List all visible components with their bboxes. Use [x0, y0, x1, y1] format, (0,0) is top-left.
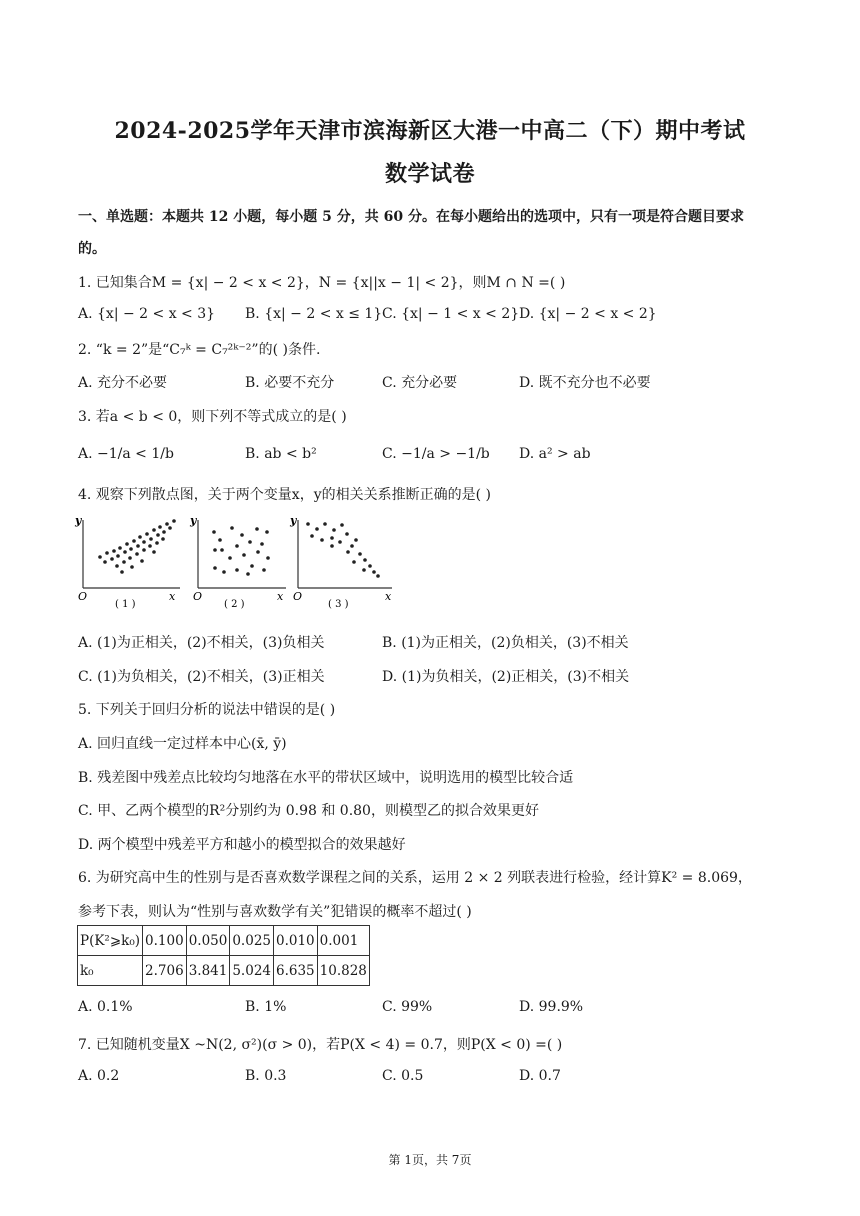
plot2-y-label: y — [190, 514, 197, 527]
q1-option-d: D. {x| − 2 < x < 2} — [519, 306, 657, 322]
q7-option-a: A. 0.2 — [78, 1068, 120, 1084]
q7-option-c: C. 0.5 — [382, 1068, 424, 1084]
q6-option-c: C. 99% — [382, 999, 433, 1015]
q1-option-b: B. {x| − 2 < x ≤ 1} — [245, 306, 383, 322]
plot3-x-label: x — [385, 590, 392, 603]
q5-option-a: A. 回归直线一定过样本中心(x̄, ȳ) — [78, 736, 287, 752]
table-cell: 0.050 — [186, 926, 230, 956]
scatter-plot-1 — [74, 514, 180, 610]
plot1-y-label: y — [75, 514, 82, 527]
table-cell: 0.100 — [143, 926, 187, 956]
scatter-plot-3 — [289, 514, 392, 610]
plot2-origin-label: O — [193, 590, 203, 603]
plot2-x-label: x — [277, 590, 284, 603]
q6-option-a: A. 0.1% — [78, 999, 133, 1015]
exam-subtitle: 数学试卷 — [384, 161, 475, 187]
q5-option-d: D. 两个模型中残差平方和越小的模型拟合的效果越好 — [78, 837, 406, 853]
q4-option-c: C. (1)为负相关，(2)不相关，(3)正相关 — [78, 669, 325, 685]
scatter-plot-2 — [189, 514, 286, 610]
q7-option-b: B. 0.3 — [245, 1068, 287, 1084]
plot1-origin-label: O — [78, 590, 88, 603]
q1-stem: 1. 已知集合M = {x| − 2 < x < 2}，N = {x||x − 1| < 2}，则M ∩ N =( ) — [78, 275, 566, 291]
q6-option-d: D. 99.9% — [519, 999, 584, 1015]
q7-option-d: D. 0.7 — [519, 1068, 561, 1084]
q6-stem-line1: 6. 为研究高中生的性别与是否喜欢数学课程之间的关系，运用 2 × 2 列联表进行检验，经计算K² = 8.069， — [78, 870, 752, 886]
q4-stem: 4. 观察下列散点图，关于两个变量x，y的相关关系推断正确的是( ) — [78, 487, 491, 503]
table-cell: 0.010 — [274, 926, 318, 956]
table-cell: 0.025 — [230, 926, 274, 956]
critical-value-table — [77, 925, 370, 986]
q2-stem: 2. “k = 2”是“C₇ᵏ = C₇²ᵏ⁻²”的( )条件. — [78, 342, 321, 358]
q4-option-b: B. (1)为正相关，(2)负相关，(3)不相关 — [382, 635, 629, 651]
q2-option-c: C. 充分必要 — [382, 375, 458, 391]
table-row — [78, 926, 370, 956]
table-row — [78, 956, 370, 986]
table-cell: 5.024 — [230, 956, 274, 986]
page-number: 第 1页，共 7页 — [388, 1153, 472, 1167]
plot1-x-label: x — [169, 590, 176, 603]
q6-stem-line2: 参考下表，则认为“性别与喜欢数学有关”犯错误的概率不超过( ) — [78, 904, 472, 920]
q5-option-b: B. 残差图中残差点比较均匀地落在水平的带状区域中，说明选用的模型比较合适 — [78, 770, 574, 786]
plot3-y-label: y — [290, 514, 297, 527]
q1-option-c: C. {x| − 1 < x < 2} — [382, 306, 520, 322]
table-cell: k₀ — [78, 956, 143, 986]
plot1-caption: ( 1 ) — [115, 599, 136, 610]
q2-option-a: A. 充分不必要 — [78, 375, 168, 391]
plot3-caption: ( 3 ) — [328, 599, 349, 610]
q3-option-d: D. a² > ab — [519, 446, 591, 462]
q5-stem: 5. 下列关于回归分析的说法中错误的是( ) — [78, 702, 336, 718]
table-cell: 6.635 — [274, 956, 318, 986]
scatter-plots-figure — [72, 510, 412, 615]
section-heading-line2: 的。 — [78, 241, 106, 257]
table-cell: 10.828 — [317, 956, 369, 986]
q3-stem: 3. 若a < b < 0，则下列不等式成立的是( ) — [78, 409, 347, 425]
table-cell: 3.841 — [186, 956, 230, 986]
q1-option-a: A. {x| − 2 < x < 3} — [78, 306, 216, 322]
q3-option-b: B. ab < b² — [245, 446, 317, 462]
table-cell: 2.706 — [143, 956, 187, 986]
plot3-origin-label: O — [293, 590, 303, 603]
table-cell: P(K²⩾k₀) — [78, 926, 143, 956]
q5-option-c: C. 甲、乙两个模型的R²分别约为 0.98 和 0.80，则模型乙的拟合效果更好 — [78, 803, 539, 819]
section-heading-line1: 一、单选题：本题共 12 小题，每小题 5 分，共 60 分。在每小题给出的选项中，只有一项是符合题目要求 — [78, 209, 744, 225]
q2-option-d: D. 既不充分也不必要 — [519, 375, 651, 391]
q3-option-c: C. −1/a > −1/b — [382, 446, 490, 462]
q2-option-b: B. 必要不充分 — [245, 375, 335, 391]
q4-option-d: D. (1)为负相关，(2)正相关，(3)不相关 — [382, 669, 630, 685]
exam-title: 2024-2025学年天津市滨海新区大港一中高二（下）期中考试 — [114, 118, 746, 144]
plot2-caption: ( 2 ) — [224, 599, 245, 610]
q4-option-a: A. (1)为正相关，(2)不相关，(3)负相关 — [78, 635, 325, 651]
q7-stem: 7. 已知随机变量X ~N(2, σ²)(σ > 0)，若P(X < 4) = 0.7，则P(X < 0) =( ) — [78, 1037, 563, 1053]
table-cell: 0.001 — [317, 926, 369, 956]
q6-option-b: B. 1% — [245, 999, 287, 1015]
q3-option-a: A. −1/a < 1/b — [78, 446, 174, 462]
